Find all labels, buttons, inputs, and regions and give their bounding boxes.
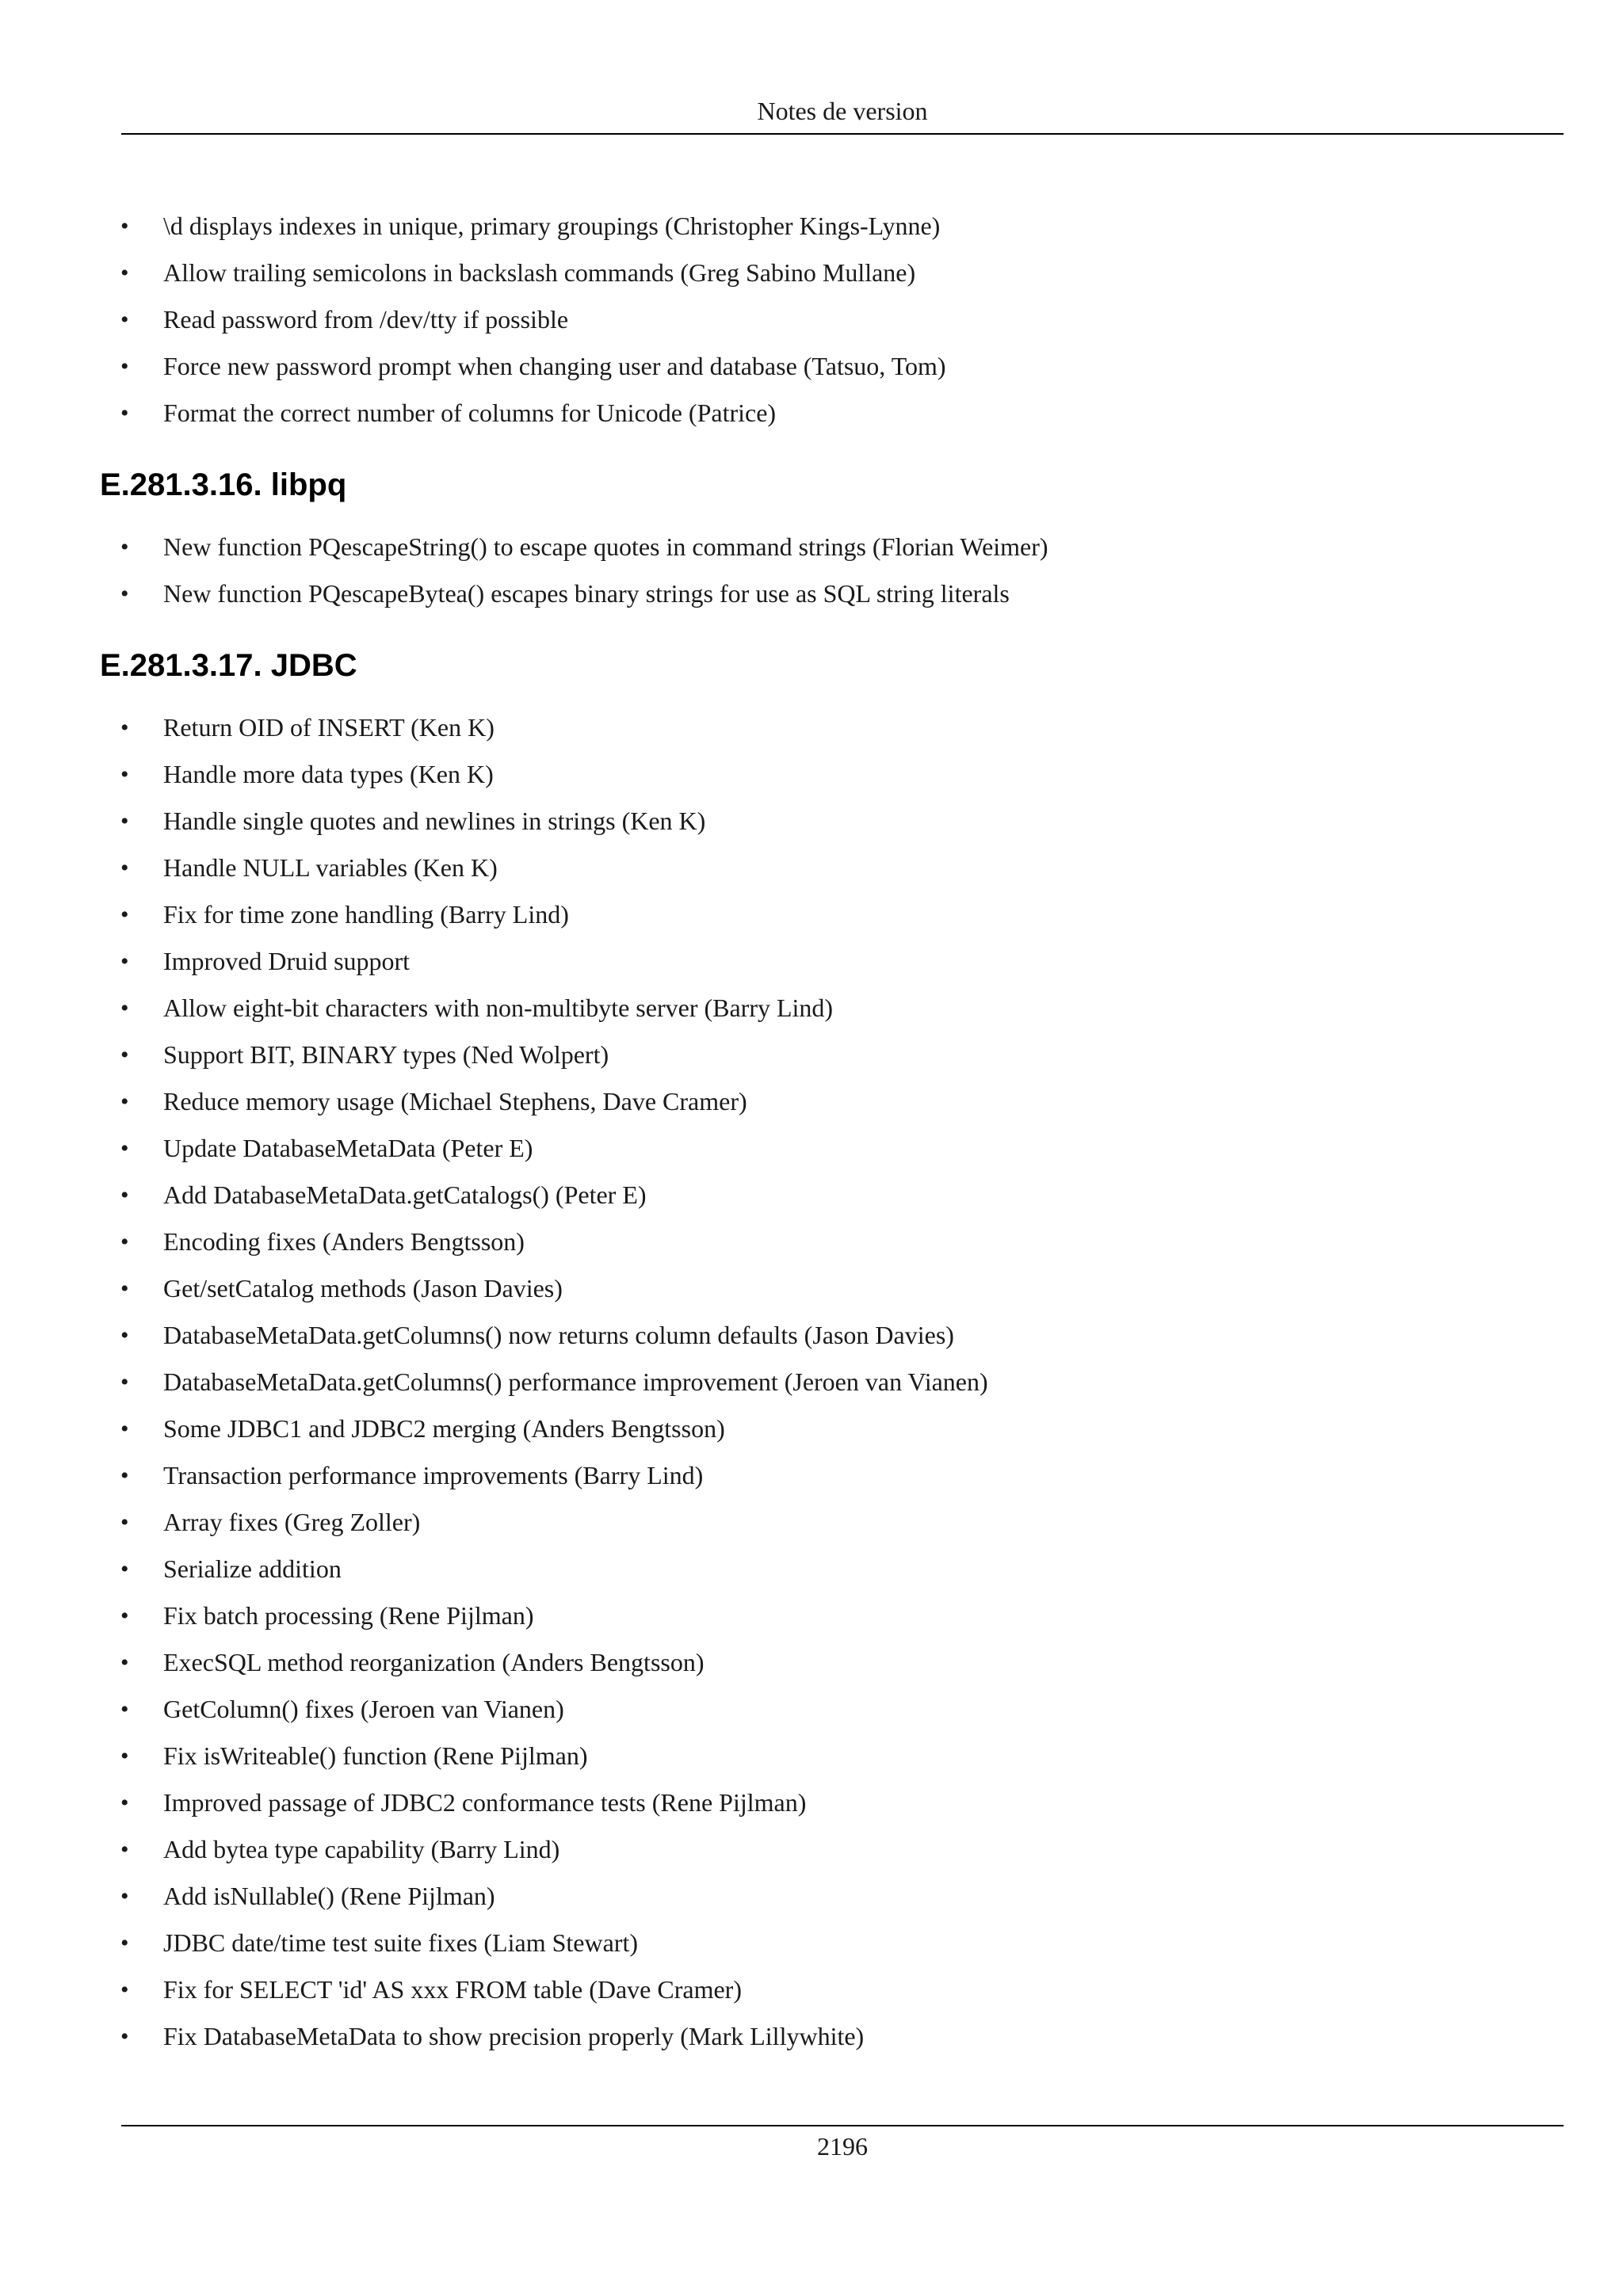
list-item <box>100 1405 1574 1452</box>
list-item-text: Reduce memory usage (Michael Stephens, Dave Cramer) <box>163 1087 747 1116</box>
bullet-icon: • <box>120 995 129 1021</box>
bullet-icon: • <box>120 1042 129 1068</box>
list-item <box>100 1826 1574 1873</box>
bullet-icon: • <box>120 1650 129 1676</box>
list-item-text: Allow eight-bit characters with non-multibyte server (Barry Lind) <box>163 994 834 1022</box>
list-item-text: Handle more data types (Ken K) <box>163 760 494 788</box>
bullet-icon: • <box>120 1509 129 1535</box>
bullet-icon: • <box>120 2023 129 2050</box>
list-item <box>100 390 1574 437</box>
bullet-icon: • <box>120 902 129 928</box>
list-item <box>100 1920 1574 1966</box>
bullet-icon: • <box>120 808 129 834</box>
bullet-icon: • <box>120 1322 129 1348</box>
list-item <box>100 798 1574 845</box>
list-item-text: Fix for time zone handling (Barry Lind) <box>163 900 569 929</box>
list-item-text: New function PQescapeBytea() escapes binary strings for use as SQL string literals <box>163 579 1010 608</box>
list-item <box>100 1873 1574 1920</box>
list-item-text: Add DatabaseMetaData.getCatalogs() (Peter E) <box>163 1180 647 1209</box>
list-item <box>100 1779 1574 1826</box>
list-item-text: ExecSQL method reorganization (Anders Bengtsson) <box>163 1648 705 1676</box>
list-item <box>100 1219 1574 1265</box>
list-item-text: Force new password prompt when changing user and database (Tatsuo, Tom) <box>163 352 946 380</box>
list-item-text: Return OID of INSERT (Ken K) <box>163 713 495 742</box>
bullet-icon: • <box>120 855 129 881</box>
bullet-icon: • <box>120 1463 129 1489</box>
bullet-icon: • <box>120 1696 129 1722</box>
page-header: Notes de version <box>121 89 1564 135</box>
bullet-icon: • <box>120 1836 129 1863</box>
bullet-icon: • <box>120 1977 129 2003</box>
bullet-icon: • <box>120 1930 129 1956</box>
bullet-icon: • <box>120 1276 129 1302</box>
bullet-icon: • <box>120 581 129 607</box>
bullet-icon: • <box>120 1743 129 1769</box>
list-item-text: Some JDBC1 and JDBC2 merging (Anders Bengtsson) <box>163 1414 725 1443</box>
bullet-icon: • <box>120 715 129 741</box>
list-item <box>100 343 1574 390</box>
list-item-text: Get/setCatalog methods (Jason Davies) <box>163 1274 563 1302</box>
list-item <box>100 1172 1574 1219</box>
list-item-text: DatabaseMetaData.getColumns() performance improvement (Jeroen van Vianen) <box>163 1367 988 1396</box>
list-item-text: Update DatabaseMetaData (Peter E) <box>163 1134 533 1162</box>
list-item <box>100 524 1574 570</box>
page-number: 2196 <box>121 2125 1564 2166</box>
list-item <box>100 570 1574 617</box>
list-item-text: Encoding fixes (Anders Bengtsson) <box>163 1227 525 1256</box>
list-item <box>100 1592 1574 1639</box>
list-item-text: Fix DatabaseMetaData to show precision properly (Mark Lillywhite) <box>163 2022 865 2050</box>
list-item <box>100 891 1574 938</box>
bullet-icon: • <box>120 1182 129 1208</box>
section-title-libpq: E.281.3.16. libpq <box>100 467 347 502</box>
list-item <box>100 250 1574 296</box>
list-item-text: Fix batch processing (Rene Pijlman) <box>163 1601 534 1630</box>
list-item <box>100 296 1574 343</box>
list-item-text: Handle single quotes and newlines in strings (Ken K) <box>163 807 706 835</box>
list-item <box>100 1639 1574 1686</box>
list-item <box>100 1686 1574 1733</box>
bullet-icon: • <box>120 1556 129 1582</box>
page-content <box>100 203 1574 2060</box>
list-item-text: Transaction performance improvements (Barry Lind) <box>163 1461 704 1489</box>
bullet-icon: • <box>120 1603 129 1629</box>
bullet-icon: • <box>120 1135 129 1161</box>
bullet-icon: • <box>120 1089 129 1115</box>
list-item-text: JDBC date/time test suite fixes (Liam Stewart) <box>163 1928 638 1957</box>
list-item <box>100 704 1574 751</box>
bullet-icon: • <box>120 213 129 239</box>
list-item <box>100 1546 1574 1592</box>
bullet-icon: • <box>120 1416 129 1442</box>
list-item-text: Format the correct number of columns for Unicode (Patrice) <box>163 399 777 427</box>
list-item-text: Fix for SELECT 'id' AS xxx FROM table (Dave Cramer) <box>163 1975 742 2004</box>
bullet-icon: • <box>120 761 129 788</box>
list-item <box>100 1078 1574 1125</box>
bullet-icon: • <box>120 307 129 333</box>
list-item <box>100 938 1574 985</box>
list-item <box>100 845 1574 891</box>
bullet-icon: • <box>120 1369 129 1395</box>
jdbc-list <box>100 704 1574 2060</box>
list-item-text: Array fixes (Greg Zoller) <box>163 1508 421 1536</box>
list-item-text: Add isNullable() (Rene Pijlman) <box>163 1882 495 1910</box>
bullet-icon: • <box>120 1229 129 1255</box>
list-item-text: Allow trailing semicolons in backslash commands (Greg Sabino Mullane) <box>163 258 916 287</box>
list-item <box>100 1359 1574 1405</box>
list-item <box>100 1125 1574 1172</box>
list-item <box>100 1499 1574 1546</box>
bullet-icon: • <box>120 260 129 286</box>
list-item-text: Read password from /dev/tty if possible <box>163 305 569 334</box>
list-item-text: \d displays indexes in unique, primary groupings (Christopher Kings-Lynne) <box>163 212 941 240</box>
bullet-icon: • <box>120 400 129 426</box>
bullet-icon: • <box>120 1883 129 1909</box>
psql-list <box>100 203 1574 437</box>
list-item <box>100 203 1574 250</box>
list-item <box>100 1032 1574 1078</box>
list-item-text: Handle NULL variables (Ken K) <box>163 853 498 882</box>
list-item-text: Serialize addition <box>163 1554 342 1583</box>
list-item-text: Support BIT, BINARY types (Ned Wolpert) <box>163 1040 609 1069</box>
section-title-jdbc: E.281.3.17. JDBC <box>100 648 357 683</box>
list-item <box>100 1733 1574 1779</box>
list-item <box>100 985 1574 1032</box>
list-item <box>100 751 1574 798</box>
list-item <box>100 1452 1574 1499</box>
list-item-text: Improved Druid support <box>163 947 411 975</box>
list-item-text: Fix isWriteable() function (Rene Pijlman) <box>163 1741 588 1770</box>
bullet-icon: • <box>120 534 129 560</box>
list-item <box>100 1265 1574 1312</box>
list-item-text: GetColumn() fixes (Jeroen van Vianen) <box>163 1695 564 1723</box>
list-item-text: DatabaseMetaData.getColumns() now returns column defaults (Jason Davies) <box>163 1321 954 1349</box>
list-item <box>100 1312 1574 1359</box>
list-item <box>100 2013 1574 2060</box>
bullet-icon: • <box>120 948 129 974</box>
list-item-text: Add bytea type capability (Barry Lind) <box>163 1835 560 1863</box>
bullet-icon: • <box>120 1790 129 1816</box>
list-item <box>100 1966 1574 2013</box>
bullet-icon: • <box>120 353 129 379</box>
libpq-list <box>100 524 1574 617</box>
list-item-text: New function PQescapeString() to escape quotes in command strings (Florian Weimer) <box>163 532 1048 561</box>
list-item-text: Improved passage of JDBC2 conformance tests (Rene Pijlman) <box>163 1788 807 1817</box>
